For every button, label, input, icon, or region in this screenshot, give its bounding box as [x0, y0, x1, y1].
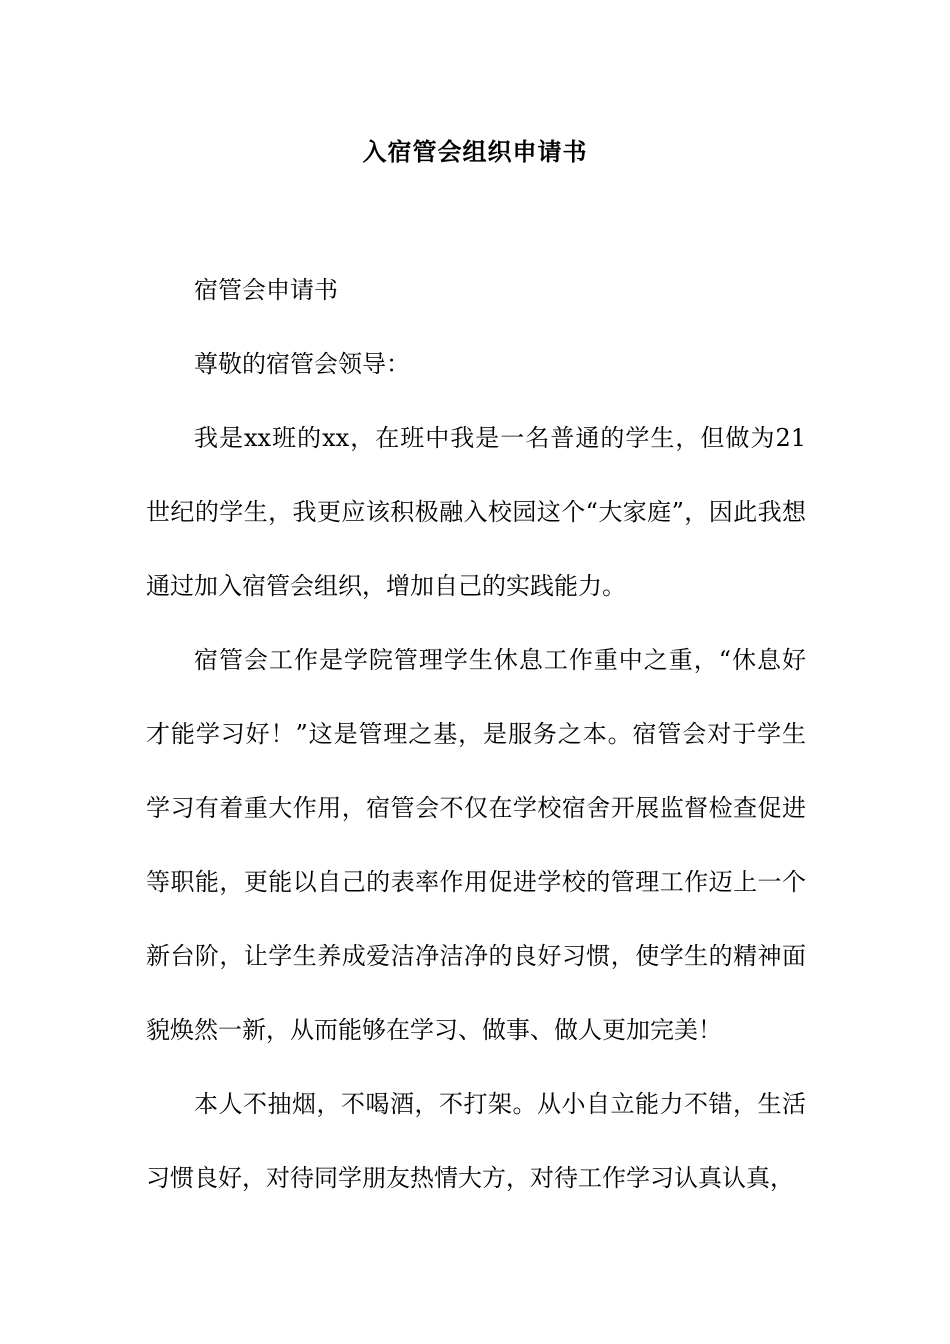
paragraph-intro: 我是xx班的xx，在班中我是一名普通的学生，但做为21世纪的学生，我更应该积极融入校园这个“大家庭”，因此我想通过加入宿管会组织，增加自己的实践能力。	[146, 424, 806, 600]
document-body	[146, 253, 806, 1215]
paragraph-role: 宿管会工作是学院管理学生休息工作重中之重，“休息好才能学习好！”这是管理之基，是服务之本。宿管会对于学生学习有着重大作用，宿管会不仅在学校宿舍开展监督检查促进等职能，更能以自己的表率作用促进学校的管理工作迈上一个新台阶，让学生养成爱洁净洁净的良好习惯，使学生的精神面貌焕然一新，从而能够在学习、做事、做人更加完美！	[146, 646, 806, 1044]
paragraph-salutation: 尊敬的宿管会领导：	[194, 350, 410, 378]
document-title: 入宿管会组织申请书	[362, 138, 588, 166]
paragraph-heading: 宿管会申请书	[194, 276, 338, 304]
paragraph-self: 本人不抽烟，不喝酒，不打架。从小自立能力不错，生活习惯良好，对待同学朋友热情大方，对待工作学习认真认真，	[146, 1090, 806, 1192]
